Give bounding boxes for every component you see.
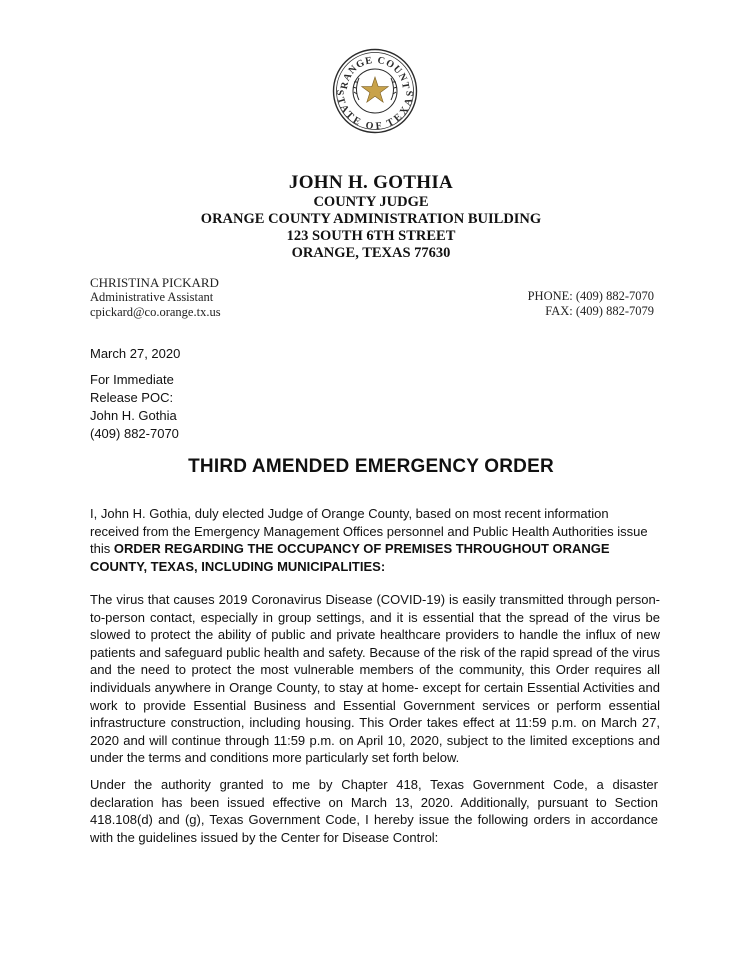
star-icon: [362, 77, 389, 102]
building-name: ORANGE COUNTY ADMINISTRATION BUILDING: [200, 211, 542, 227]
authority-paragraph: Under the authority granted to me by Chapter 418, Texas Government Code, a disaster declaration has been issued effective on March 13, 2020. Additionally, pursuant to Section 418.108(d) and (g), Texas Government Code, I hereby issue the following orders in accordance with the guidelines issued by the Center for Disease Control:: [90, 777, 658, 845]
phone-number: PHONE: (409) 882-7070: [527, 289, 654, 303]
release-info: [90, 371, 179, 443]
release-line-3: John H. Gothia: [90, 408, 177, 423]
virus-paragraph: The virus that causes 2019 Coronavirus Disease (COVID-19) is easily transmitted through person-to-person contact, especially in group settings, and it is essential that the spread of the virus be slowed to protect the ability of public and private healthcare providers to handle the influx of new patients and safeguard public health and safety. Because of the risk of the rapid spread of the virus and the need to protect the most vulnerable members of the community, this Order requires all individuals anywhere in Orange County, to stay at home- except for certain Essential Activities and work to provide Essential Business and Essential Government services or perform essential infrastructure construction, including housing. This Order takes effect at 11:59 p.m. on March 27, 2020 and will continue through 11:59 p.m. on April 10, 2020, subject to the limited exceptions and under the terms and conditions more particularly set forth below.: [90, 592, 660, 766]
county-seal: [332, 48, 418, 134]
judge-name: JOHN H. GOTHIA: [288, 172, 454, 193]
assistant-role: Administrative Assistant: [90, 290, 214, 304]
intro-paragraph: [90, 505, 650, 575]
intro-bold-text: ORDER REGARDING THE OCCUPANCY OF PREMISES THROUGHOUT ORANGE COUNTY, TEXAS, INCLUDING MUNICIPALITIES:: [90, 541, 610, 574]
seal-text-top: RANGE COUNT: [338, 54, 412, 91]
assistant-email: cpickard@co.orange.tx.us: [90, 305, 221, 319]
judge-title: COUNTY JUDGE: [313, 194, 429, 210]
fax-number: FAX: (409) 882-7079: [545, 304, 654, 318]
assistant-name: CHRISTINA PICKARD: [90, 275, 219, 290]
letterhead: [0, 172, 742, 262]
seal-text-bottom: STATE OF TEXAS: [333, 89, 417, 133]
phone-contact: [528, 289, 654, 319]
assistant-contact: [90, 275, 221, 320]
document-date: March 27, 2020: [90, 346, 181, 361]
release-line-1: For Immediate: [90, 372, 174, 387]
release-line-4: (409) 882-7070: [90, 426, 179, 441]
seal-graphic: [332, 48, 418, 134]
order-title: THIRD AMENDED EMERGENCY ORDER: [188, 456, 554, 477]
street-address: 123 SOUTH 6TH STREET: [286, 228, 456, 244]
release-line-2: Release POC:: [90, 390, 174, 405]
city-address: ORANGE, TEXAS 77630: [291, 245, 451, 261]
intro-text: I, John H. Gothia, duly elected Judge of Orange County, based on most recent information received from the Emergency Management Offices personnel and Public Health Authorities issue this: [90, 506, 648, 557]
